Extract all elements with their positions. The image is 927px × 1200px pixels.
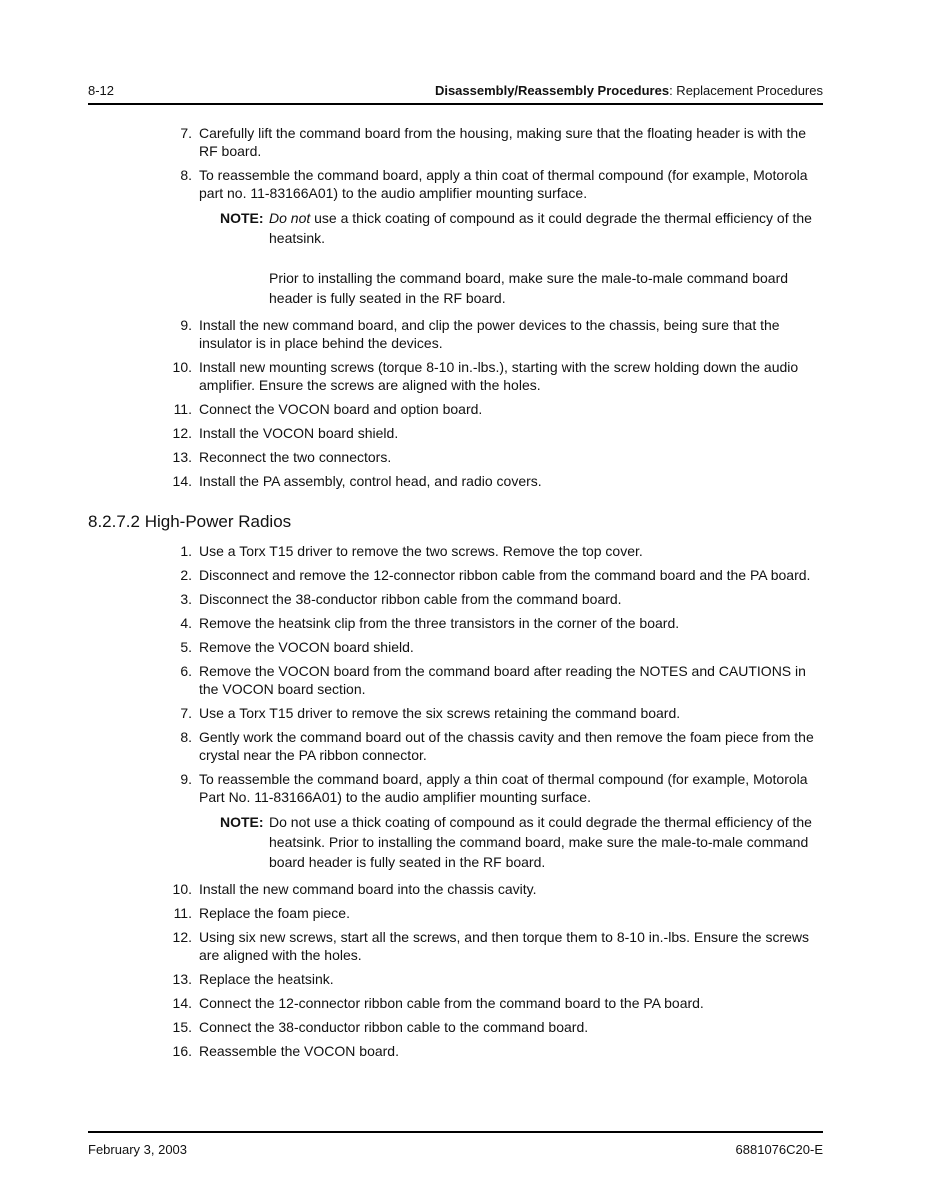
page-header bbox=[88, 82, 823, 100]
list-item: 3. Disconnect the 38-conductor ribbon cable from the command board. bbox=[180, 591, 622, 607]
list-item: 9. Install the new command board, and clip the power devices to the chassis, being sure that the insulator is in place behind the devices. bbox=[180, 317, 780, 351]
list-item: 1. Use a Torx T15 driver to remove the two screws. Remove the top cover. bbox=[180, 543, 643, 559]
note-label: NOTE: bbox=[220, 210, 264, 226]
header-title-rest: : Replacement Procedures bbox=[669, 83, 823, 98]
list-item: 13. Replace the heatsink. bbox=[172, 971, 334, 987]
list-item: 2. Disconnect and remove the 12-connector ribbon cable from the command board and the PA board. bbox=[180, 567, 811, 583]
note-text: Do not use a thick coating of compound as it could degrade the thermal efficiency of the heatsink. bbox=[269, 210, 812, 246]
list-item: 11. Replace the foam piece. bbox=[173, 905, 350, 921]
footer-date: February 3, 2003 bbox=[88, 1142, 188, 1157]
list-item: 9. To reassemble the command board, apply a thin coat of thermal compound (for example, Motorola Part No. 11-83166A01) to the audio amplifier mounting surface. bbox=[180, 771, 808, 805]
list-item: 14. Install the PA assembly, control head, and radio covers. bbox=[172, 473, 542, 489]
note-label: NOTE: bbox=[220, 814, 264, 830]
footer-rule bbox=[88, 1131, 823, 1133]
list-item: 10. Install new mounting screws (torque 8-10 in.-lbs.), starting with the screw holding down the audio amplifier. Ensure the screws are aligned with the holes. bbox=[172, 359, 799, 393]
list-item: 12. Install the VOCON board shield. bbox=[172, 425, 399, 441]
note-block bbox=[168, 812, 820, 872]
list-item: 11. Connect the VOCON board and option board. bbox=[173, 401, 483, 417]
list-item: 8. To reassemble the command board, apply a thin coat of thermal compound (for example, Motorola part no. 11-83166A01) to the audio amplifier mounting surface. bbox=[180, 167, 808, 201]
list-item: 5. Remove the VOCON board shield. bbox=[180, 639, 414, 655]
footer-doc-id: 6881076C20-E bbox=[735, 1142, 823, 1157]
header-title-bold: Disassembly/Reassembly Procedures bbox=[434, 83, 670, 98]
list-item: 14. Connect the 12-connector ribbon cable from the command board to the PA board. bbox=[172, 995, 704, 1011]
page-number: 8-12 bbox=[88, 83, 115, 98]
note-text-2: Prior to installing the command board, make sure the male-to-male command board header is fully seated in the RF board. bbox=[269, 270, 789, 306]
list-item: 12. Using six new screws, start all the screws, and then torque them to 8-10 in.-lbs. Ensure the screws are aligned with the holes. bbox=[172, 929, 810, 963]
steps-list-high-power bbox=[168, 542, 820, 1066]
header-title bbox=[435, 82, 823, 100]
list-item: 4. Remove the heatsink clip from the three transistors in the corner of the board. bbox=[180, 615, 680, 631]
list-item: 10. Install the new command board into the chassis cavity. bbox=[172, 881, 537, 897]
page-footer bbox=[88, 1141, 823, 1159]
note-block bbox=[168, 208, 820, 308]
list-item: 13. Reconnect the two connectors. bbox=[172, 449, 392, 465]
header-rule bbox=[88, 103, 823, 105]
steps-list-low-power bbox=[168, 124, 820, 496]
list-item: 7. Carefully lift the command board from the housing, making sure that the floating header is with the RF board. bbox=[180, 125, 806, 159]
list-item: 16. Reassemble the VOCON board. bbox=[172, 1043, 399, 1059]
list-item: 6. Remove the VOCON board from the command board after reading the NOTES and CAUTIONS in the VOCON board section. bbox=[180, 663, 806, 697]
list-item: 8. Gently work the command board out of the chassis cavity and then remove the foam piece from the crystal near the PA ribbon connector. bbox=[180, 729, 814, 763]
list-item: 7. Use a Torx T15 driver to remove the six screws retaining the command board. bbox=[180, 705, 681, 721]
section-heading: 8.2.7.2 High-Power Radios bbox=[88, 512, 292, 531]
list-item: 15. Connect the 38-conductor ribbon cable to the command board. bbox=[172, 1019, 589, 1035]
note-text: Do not use a thick coating of compound as it could degrade the thermal efficiency of the heatsink. Prior to installing the command board, make sure the male-to-male command board header is fully seated in the RF board. bbox=[269, 814, 812, 870]
